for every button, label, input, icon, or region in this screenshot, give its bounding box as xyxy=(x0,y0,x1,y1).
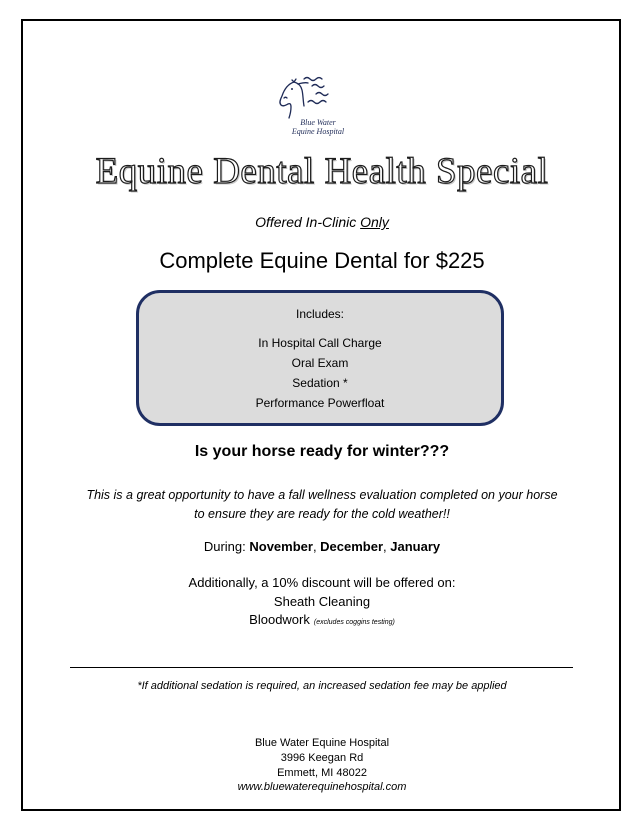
includes-item: In Hospital Call Charge xyxy=(258,336,382,350)
includes-item: Performance Powerfloat xyxy=(255,396,385,410)
bloodwork-note: (excludes coggins testing) xyxy=(313,619,395,626)
month-december: December xyxy=(320,539,384,554)
footer-street: 3996 Keegan Rd xyxy=(280,752,364,764)
divider xyxy=(70,667,573,668)
winter-question: Is your horse ready for winter??? xyxy=(194,443,450,460)
sedation-footnote: *If additional sedation is required, an increased sedation fee may be applied xyxy=(137,680,507,692)
separator: , xyxy=(383,539,391,554)
hospital-logo xyxy=(272,74,364,140)
includes-item: Sedation * xyxy=(292,376,348,390)
footer-website[interactable]: www.bluewaterequinehospital.com xyxy=(237,781,407,793)
price-line: Complete Equine Dental for $225 xyxy=(159,248,485,273)
includes-item: Oral Exam xyxy=(291,356,349,370)
during-line xyxy=(0,539,644,554)
logo-text-line1: Blue Water xyxy=(300,118,336,127)
discount-item-sheath: Sheath Cleaning xyxy=(273,594,371,609)
bloodwork-label: Bloodwork xyxy=(249,612,310,627)
separator: , xyxy=(312,539,321,554)
month-january: January xyxy=(390,539,441,554)
discount-intro: Additionally, a 10% discount will be offered on: xyxy=(188,575,456,590)
includes-title: Includes: xyxy=(295,307,345,321)
promo-blurb: This is a great opportunity to have a fall wellness evaluation completed on your horse to ensure they are ready for the cold weather!! xyxy=(86,488,558,521)
offered-prefix: Offered In-Clinic xyxy=(255,214,361,230)
footer-city: Emmett, MI 48022 xyxy=(277,767,367,779)
headline: Equine Dental Health Special xyxy=(95,151,549,192)
offered-note xyxy=(0,214,644,230)
discount-item-bloodwork xyxy=(0,612,644,627)
month-november: November xyxy=(249,539,313,554)
logo-text-line2: Equine Hospital xyxy=(291,127,345,136)
includes-box xyxy=(136,290,504,426)
horse-head-icon xyxy=(272,74,364,120)
offered-emphasis: Only xyxy=(360,214,389,230)
during-label: During: xyxy=(203,539,250,554)
footer-name: Blue Water Equine Hospital xyxy=(254,737,390,749)
